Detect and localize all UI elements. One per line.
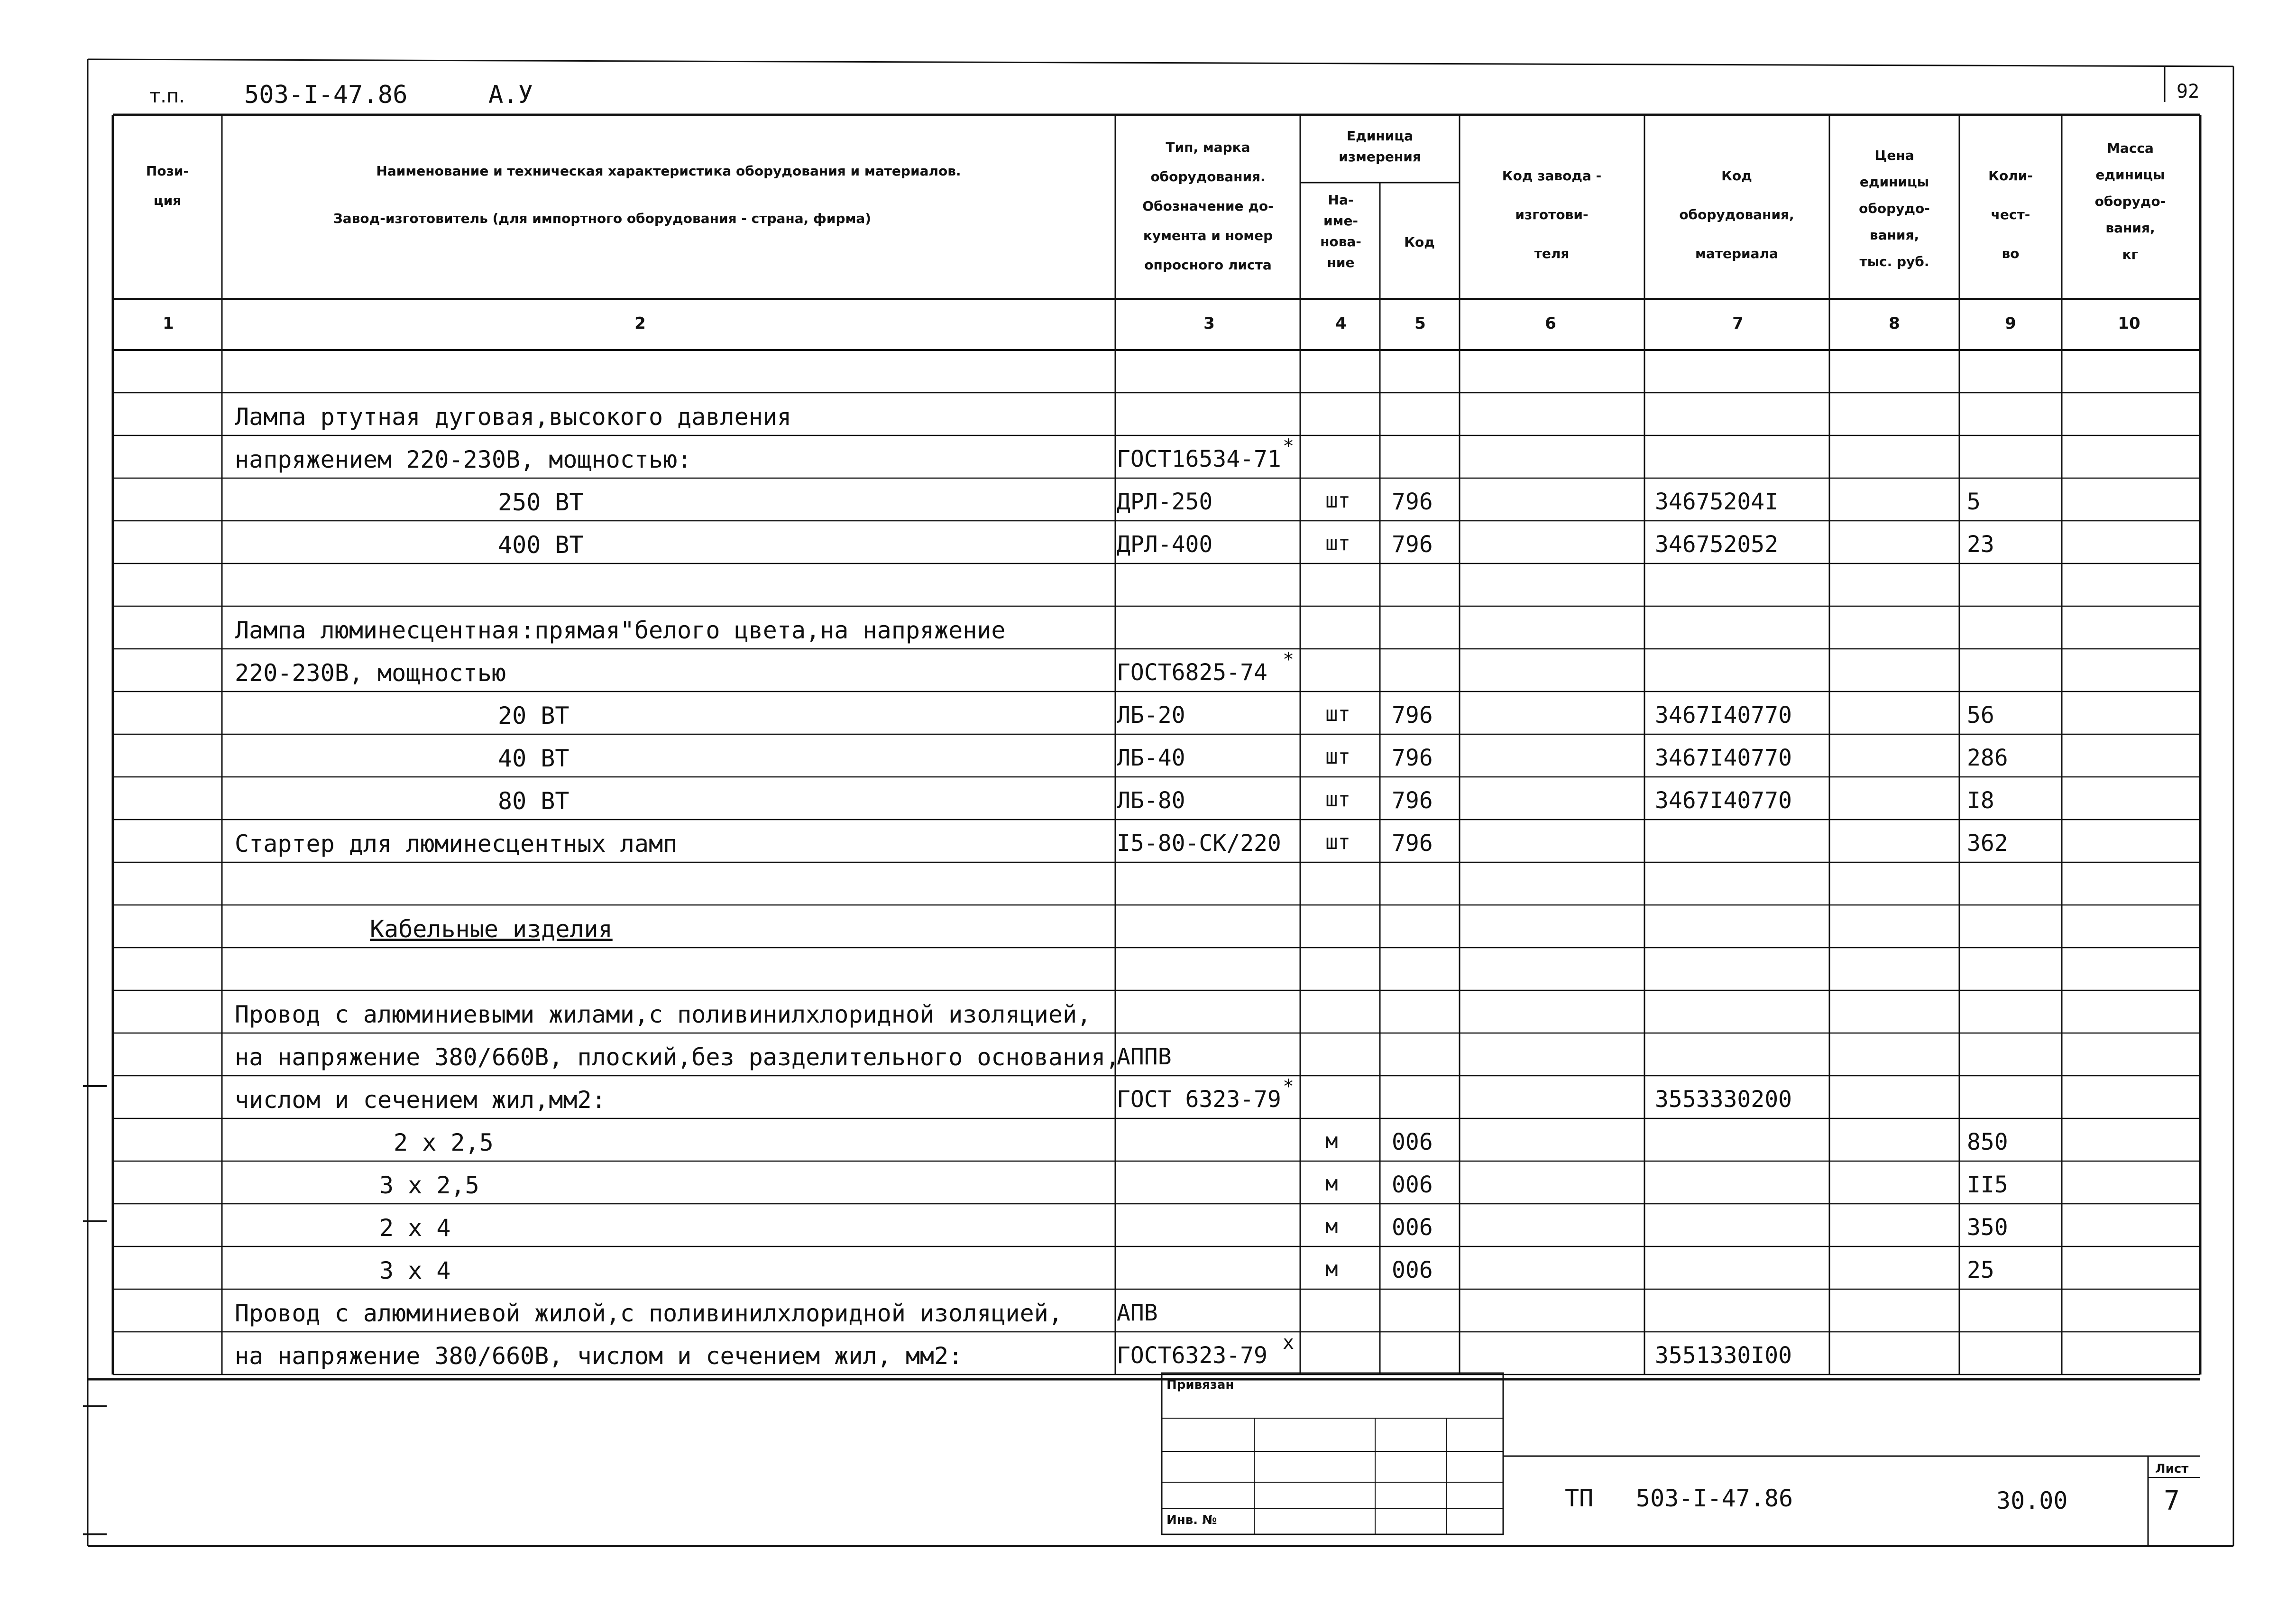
header-factory-code: Код завода - изготови- теля bbox=[1502, 168, 1602, 261]
row-material-code: 3467I40770 bbox=[1655, 787, 1792, 814]
header-type: Тип, марка оборудования. Обозначение до- кумента и номер опросного листа bbox=[1142, 139, 1274, 273]
row-unit: м bbox=[1325, 1172, 1338, 1196]
row-unit-code: 006 bbox=[1392, 1172, 1433, 1198]
stamp-doc-code: 503-I-47.86 bbox=[1636, 1485, 1793, 1512]
row-unit-code: 006 bbox=[1392, 1214, 1433, 1241]
row-name: Провод с алюминиевой жилой,с поливинилхлоридной изоляцией, bbox=[235, 1300, 1063, 1327]
header-mass: Масса единицы оборудо- вания, кг bbox=[2094, 140, 2166, 262]
column-number-3: 3 bbox=[1203, 314, 1215, 333]
section-code: А.У bbox=[488, 81, 533, 109]
header-material-code: Код оборудования, материала bbox=[1679, 168, 1794, 261]
row-name: Стартер для люминесцентных ламп bbox=[235, 830, 678, 858]
row-name: 2 x 4 bbox=[379, 1214, 451, 1242]
row-quantity: 5 bbox=[1967, 489, 1981, 515]
row-material-code: 3467I40770 bbox=[1655, 745, 1792, 771]
row-type: ЛБ-40 bbox=[1117, 745, 1185, 771]
stamp-attached-label: Привязан bbox=[1166, 1378, 1234, 1392]
row-unit-code: 796 bbox=[1392, 745, 1433, 771]
row-unit: м bbox=[1325, 1129, 1338, 1153]
header-unit-group: Единица измерения bbox=[1339, 128, 1421, 165]
row-quantity: 56 bbox=[1967, 702, 1994, 729]
row-material-code: 346752052 bbox=[1655, 531, 1779, 558]
column-number-2: 2 bbox=[634, 314, 646, 333]
row-material-code: 3551330I00 bbox=[1655, 1342, 1792, 1369]
row-name: Провод с алюминиевыми жилами,с поливинилхлоридной изоляцией, bbox=[235, 1001, 1092, 1028]
row-name: Кабельные изделия bbox=[370, 915, 613, 943]
row-unit-code: 796 bbox=[1392, 787, 1433, 814]
header-unit-code: Код bbox=[1404, 234, 1435, 250]
row-name: напряжением 220-230В, мощностью: bbox=[235, 446, 692, 473]
column-number-8: 8 bbox=[1889, 314, 1900, 333]
row-name: числом и сечением жил,мм2: bbox=[235, 1086, 606, 1114]
page-number: 92 bbox=[2177, 81, 2200, 102]
row-name: 220-230В, мощностью bbox=[235, 659, 506, 687]
row-name: 2 x 2,5 bbox=[394, 1129, 494, 1156]
row-material-code: 34675204I bbox=[1655, 489, 1779, 515]
header-quantity: Коли- чест- во bbox=[1988, 168, 2033, 261]
row-name: 3 x 4 bbox=[379, 1257, 451, 1284]
header-price: Цена единицы оборудо- вания, тыс. руб. bbox=[1859, 148, 1930, 269]
row-type: ГОСТ6825-74 bbox=[1117, 659, 1267, 686]
row-type-star: * bbox=[1283, 435, 1295, 457]
row-name: Лампа люминесцентная:прямая"белого цвета,на напряжение bbox=[235, 617, 1006, 644]
row-quantity: II5 bbox=[1967, 1172, 2008, 1198]
row-name: 80 ВТ bbox=[498, 787, 569, 815]
row-name: 400 ВТ bbox=[498, 531, 584, 559]
row-unit: шт bbox=[1325, 702, 1350, 726]
row-unit-code: 796 bbox=[1392, 531, 1433, 558]
row-name: на напряжение 380/660В, плоский,без разделительного основания, bbox=[235, 1043, 1120, 1071]
row-unit-code: 006 bbox=[1392, 1129, 1433, 1155]
row-type: ЛБ-80 bbox=[1117, 787, 1185, 814]
row-quantity: 350 bbox=[1967, 1214, 2008, 1241]
row-unit: м bbox=[1325, 1257, 1338, 1281]
row-type: АПВ bbox=[1117, 1300, 1158, 1326]
column-number-7: 7 bbox=[1732, 314, 1744, 333]
row-quantity: 850 bbox=[1967, 1129, 2008, 1155]
row-type-star: * bbox=[1283, 1076, 1295, 1098]
row-type: АППВ bbox=[1117, 1043, 1172, 1070]
row-unit-code: 796 bbox=[1392, 830, 1433, 857]
stamp-attached-box bbox=[1162, 1373, 1503, 1534]
row-type: I5-80-СК/220 bbox=[1117, 830, 1281, 857]
column-number-5: 5 bbox=[1414, 314, 1426, 333]
row-quantity: 362 bbox=[1967, 830, 2008, 857]
row-quantity: 23 bbox=[1967, 531, 1994, 558]
tp-label: т.п. bbox=[149, 85, 185, 107]
row-name: 250 ВТ bbox=[498, 489, 584, 516]
row-type-star: x bbox=[1283, 1332, 1295, 1354]
row-unit-code: 006 bbox=[1392, 1257, 1433, 1283]
column-number-1: 1 bbox=[163, 314, 174, 333]
row-unit: шт bbox=[1325, 745, 1350, 769]
row-type: ДРЛ-250 bbox=[1117, 489, 1213, 515]
row-type: ЛБ-20 bbox=[1117, 702, 1185, 729]
row-type: ГОСТ 6323-79 bbox=[1117, 1086, 1281, 1113]
row-unit: м bbox=[1325, 1214, 1338, 1238]
row-name: 3 x 2,5 bbox=[379, 1172, 479, 1199]
row-quantity: 25 bbox=[1967, 1257, 1994, 1283]
row-quantity: I8 bbox=[1967, 787, 1994, 814]
stamp-sheet-number: 7 bbox=[2164, 1486, 2180, 1516]
column-number-10: 10 bbox=[2118, 314, 2140, 333]
header-position: Пози- ция bbox=[146, 163, 189, 208]
header-name-line2: Завод-изготовитель (для импортного оборудования - страна, фирма) bbox=[333, 211, 872, 226]
row-material-code: 3467I40770 bbox=[1655, 702, 1792, 729]
column-number-9: 9 bbox=[2005, 314, 2016, 333]
row-name: 20 ВТ bbox=[498, 702, 569, 729]
row-name: Лампа ртутная дуговая,высокого давления bbox=[235, 403, 791, 431]
row-unit-code: 796 bbox=[1392, 489, 1433, 515]
row-type-star: * bbox=[1283, 649, 1295, 671]
row-unit: шт bbox=[1325, 787, 1350, 812]
row-type: ГОСТ16534-71 bbox=[1117, 446, 1281, 472]
project-code: 503-I-47.86 bbox=[244, 81, 408, 109]
row-type: ГОСТ6323-79 bbox=[1117, 1342, 1267, 1369]
stamp-doc-prefix: ТП bbox=[1565, 1485, 1594, 1512]
row-type: ДРЛ-400 bbox=[1117, 531, 1213, 558]
header-name-line1: Наименование и техническая характеристика оборудования и материалов. bbox=[376, 163, 961, 179]
page-top-border bbox=[88, 59, 2233, 66]
row-unit: шт bbox=[1325, 489, 1350, 513]
row-name: 40 ВТ bbox=[498, 745, 569, 772]
column-number-6: 6 bbox=[1545, 314, 1556, 333]
column-number-4: 4 bbox=[1335, 314, 1347, 333]
header-unit-name: На- име- нова- ние bbox=[1320, 192, 1361, 270]
row-unit: шт bbox=[1325, 830, 1350, 854]
row-unit: шт bbox=[1325, 531, 1350, 555]
stamp-doc-section: 30.00 bbox=[1996, 1487, 2068, 1514]
stamp-inv-label: Инв. № bbox=[1166, 1513, 1217, 1527]
row-quantity: 286 bbox=[1967, 745, 2008, 771]
row-name: на напряжение 380/660В, числом и сечением жил, мм2: bbox=[235, 1342, 963, 1370]
row-material-code: 3553330200 bbox=[1655, 1086, 1792, 1113]
stamp-sheet-label: Лист bbox=[2155, 1462, 2189, 1476]
row-unit-code: 796 bbox=[1392, 702, 1433, 729]
